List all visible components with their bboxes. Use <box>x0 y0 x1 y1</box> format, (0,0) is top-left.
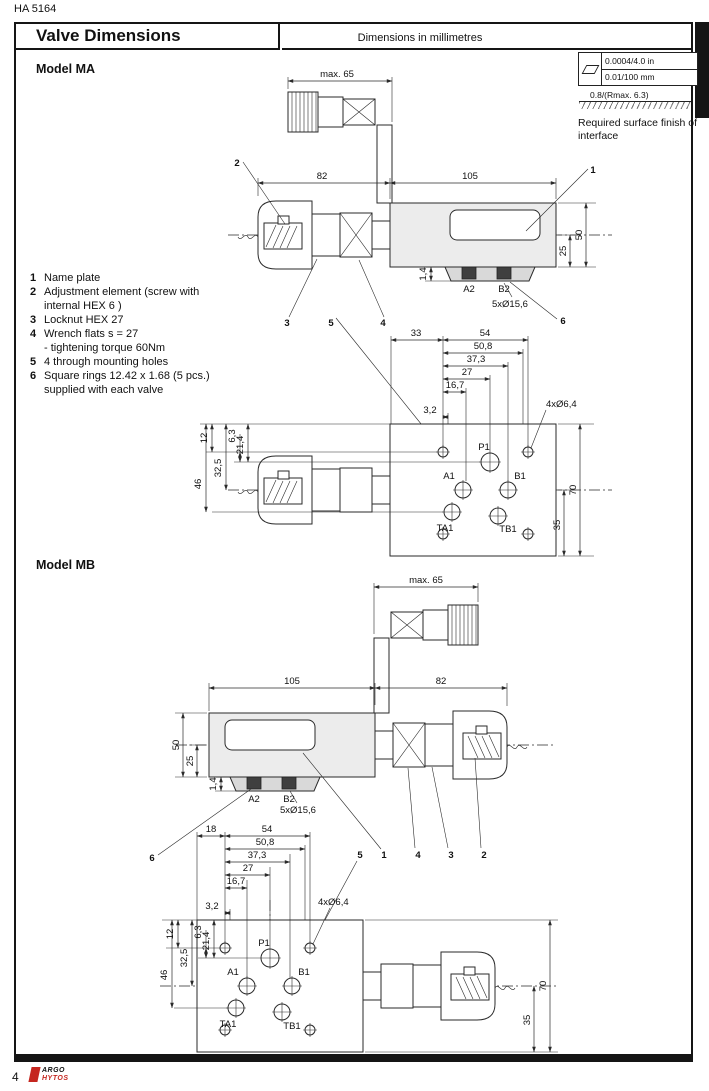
model-ma-heading: Model MA <box>36 62 96 76</box>
legend-item-5: 5 4 through mounting holes <box>30 356 169 368</box>
ma-port-a2-label: A2 <box>463 284 475 295</box>
ma-holes-spec: 4xØ6,4 <box>546 399 577 410</box>
surface-finish-value-mm: 0.01/100 mm <box>605 72 655 83</box>
mb-dim-105: 105 <box>284 676 300 687</box>
model-ma-drawing <box>193 69 612 556</box>
argo-hytos-logo <box>30 1067 69 1082</box>
legend-item-6: 6 Square rings 12.42 x 1.68 (5 pcs.) <box>30 370 210 382</box>
ma-dim-82: 82 <box>316 171 328 182</box>
mb-dim-50-8: 50,8 <box>255 837 275 848</box>
mb-connector-plug <box>374 605 478 713</box>
surface-finish-value-in: 0.0004/4.0 in <box>602 53 697 70</box>
model-mb-drawing <box>149 575 558 1052</box>
page-number: 4 <box>12 1070 19 1084</box>
mb-dim-3-2: 3,2 <box>205 901 219 912</box>
mb-dim-46: 46 <box>159 969 170 981</box>
ma-b1-label: B1 <box>514 471 526 482</box>
roughness-spec: 0.8/(Rmax. 6.3) <box>590 90 649 100</box>
mb-dim-1-4: 1,4 <box>208 777 219 791</box>
ma-square-ring-b2 <box>497 267 511 279</box>
ma-dim-35: 35 <box>552 519 563 531</box>
ma-square-ring-a2 <box>462 267 476 279</box>
mb-callout-2: 2 <box>481 850 487 861</box>
ma-callout-1: 1 <box>590 165 596 176</box>
ma-dim-16-7: 16,7 <box>445 380 465 391</box>
mb-side-view <box>176 711 556 816</box>
mb-name-plate <box>225 720 315 750</box>
surface-finish-caption: Required surface finish of interface <box>578 117 698 142</box>
mb-callout-3: 3 <box>448 850 454 861</box>
mb-connector-stem <box>374 638 389 713</box>
units-note: Dimensions in millimetres <box>357 32 483 44</box>
doc-code: HA 5164 <box>14 3 57 15</box>
mb-dim-16-7: 16,7 <box>226 876 246 887</box>
mb-port-a2-label: A2 <box>248 794 260 805</box>
ma-dim-50: 50 <box>574 229 585 241</box>
legend-item-4: 4 Wrench flats s = 27 <box>30 328 139 340</box>
mb-dim-82: 82 <box>435 676 447 687</box>
ma-dim-21-4: 21,4 <box>235 435 246 455</box>
legend-item-3: 3 Locknut HEX 27 <box>30 314 124 326</box>
legend-item-2: 2 Adjustment element (screw with <box>30 286 200 298</box>
ma-dim-46: 46 <box>193 478 204 490</box>
ma-dim-37-3: 37,3 <box>466 354 486 365</box>
mb-dim-70: 70 <box>538 980 549 992</box>
ma-dim-6-3: 6,3 <box>227 429 238 443</box>
ma-callout-3: 3 <box>284 318 290 329</box>
ma-dim-70: 70 <box>568 484 579 496</box>
ma-a1-label: A1 <box>443 471 455 482</box>
ma-connector-plug <box>288 92 392 203</box>
mb-dim-32-5: 32,5 <box>179 948 190 968</box>
mb-square-ring-b2 <box>282 777 296 789</box>
mb-dim-54: 54 <box>261 824 273 835</box>
mb-dim-18: 18 <box>205 824 217 835</box>
ma-p1-label: P1 <box>478 442 490 453</box>
mb-dim-37-3: 37,3 <box>247 850 267 861</box>
mb-dim-35: 35 <box>522 1014 533 1026</box>
logo-argo: ARGO <box>42 1067 65 1074</box>
ma-callout-2: 2 <box>234 158 240 169</box>
ma-dim-54: 54 <box>479 328 491 339</box>
ma-port-b2-label: B2 <box>498 284 510 295</box>
ma-dim-32-5: 32,5 <box>213 458 224 478</box>
ma-dim-max-width: max. 65 <box>320 69 354 80</box>
ma-name-plate <box>450 210 540 240</box>
ma-dim-33: 33 <box>410 328 422 339</box>
mb-rings-spec: 5xØ15,6 <box>280 805 316 816</box>
mb-b1-label: B1 <box>298 967 310 978</box>
mb-a1-label: A1 <box>227 967 239 978</box>
ma-rings-spec: 5xØ15,6 <box>492 299 528 310</box>
ma-bottom-view <box>228 424 612 556</box>
ma-dim-105: 105 <box>462 171 478 182</box>
mb-port-b2-label: B2 <box>283 794 295 805</box>
mb-callout-4: 4 <box>415 850 421 861</box>
ma-dim-1-4: 1,4 <box>418 267 429 281</box>
mb-bottom-view <box>160 900 556 1052</box>
mb-tb1-label: TB1 <box>283 1021 301 1032</box>
mb-dim-12: 12 <box>165 928 176 940</box>
mb-callout-1: 1 <box>381 850 387 861</box>
ma-ta1-label: TA1 <box>436 523 454 534</box>
mb-callout-6: 6 <box>149 853 155 864</box>
ma-callout-6: 6 <box>560 316 566 327</box>
mb-dim-27: 27 <box>242 863 254 874</box>
mb-dim-50: 50 <box>171 739 182 751</box>
ma-dim-3-2: 3,2 <box>423 405 437 416</box>
mb-callout-5: 5 <box>357 850 363 861</box>
legend-item-1: 1 Name plate <box>30 272 101 284</box>
legend: 1 Name plate 2 Adjustment element (screw with internal HEX 6 ) 3 Locknut HEX 27 4 Wrench flats s = 27 - tightening torque 60Nm 5 4 through mounting holes 6 Square rings 12.42 x 1.68 (5 pcs.) supplied with each valve <box>30 271 280 397</box>
ma-callout-4: 4 <box>380 318 386 329</box>
ma-tb1-label: TB1 <box>499 524 517 535</box>
mb-p1-label: P1 <box>258 938 270 949</box>
ma-dim-25: 25 <box>558 245 569 257</box>
logo-hytos: HYTOS <box>42 1074 69 1082</box>
page-title: Valve Dimensions <box>16 24 280 50</box>
model-mb-heading: Model MB <box>36 558 96 572</box>
mb-holes-spec: 4xØ6,4 <box>318 897 349 908</box>
mb-dim-21-4: 21,4 <box>201 931 212 951</box>
mb-dim-6-3: 6,3 <box>193 925 204 939</box>
mb-ta1-label: TA1 <box>219 1019 237 1030</box>
mb-dim-25: 25 <box>185 755 196 767</box>
ma-side-view <box>228 201 612 310</box>
ma-dim-12: 12 <box>199 432 210 444</box>
mb-port-bump <box>230 777 320 791</box>
mb-dim-max-width: max. 65 <box>409 575 443 586</box>
ma-callout-5: 5 <box>328 318 334 329</box>
logo-flag-icon <box>28 1067 40 1082</box>
ma-dim-50-8: 50,8 <box>473 341 493 352</box>
ma-port-bump <box>445 267 535 281</box>
ma-dim-27: 27 <box>461 367 473 378</box>
mb-square-ring-a2 <box>247 777 261 789</box>
